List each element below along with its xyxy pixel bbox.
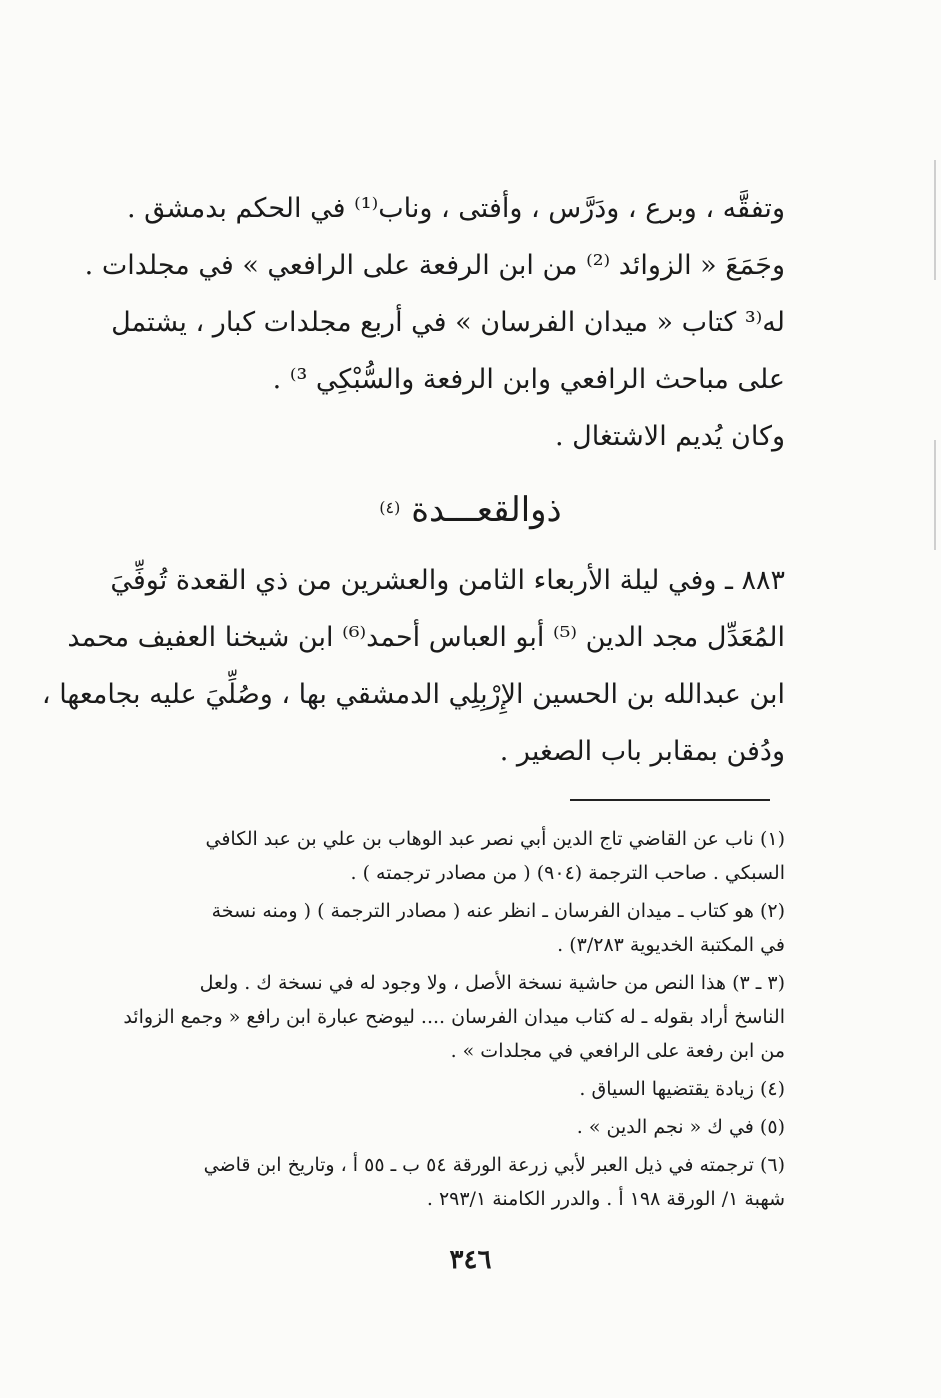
text-line: على مباحث الرافعي وابن الرفعة والسُّبْكِي ³⁾ .: [272, 364, 785, 395]
footnote-line: الناسخ أراد بقوله ـ له كتاب ميدان الفرسان .... ليوضح عبارة ابن رافع « وجمع الزوائد: [123, 1006, 785, 1028]
text-line: له⁽³ كتاب « ميدان الفرسان » في أربع مجلدات كبار ، يشتمل: [111, 307, 785, 338]
footnote-line: (١) ناب عن القاضي تاج الدين أبي نصر عبد الوهاب بن علي بن عبد الكافي: [205, 828, 785, 850]
text-line: وجَمَعَ « الزوائد ⁽²⁾ من ابن الرفعة على الرافعي » في مجلدات .: [84, 250, 785, 281]
footnote-line: (٦) ترجمته في ذيل العبر لأبي زرعة الورقة ٥٤ ب ـ ٥٥ أ ، وتاريخ ابن قاضي: [203, 1154, 785, 1176]
footnote-line: (٥) في ك « نجم الدين » .: [576, 1116, 785, 1138]
text-line: وكان يُديم الاشتغال .: [555, 421, 785, 452]
text-line: ٨٨٣ ـ وفي ليلة الأربعاء الثامن والعشرين من ذي القعدة تُوفِّيَ: [110, 565, 785, 596]
footnote-line: (٢) هو كتاب ـ ميدان الفرسان ـ انظر عنه ( مصادر الترجمة ) ( ومنه نسخة: [211, 900, 785, 922]
footnote-line: (٤) زيادة يقتضيها السياق .: [579, 1078, 785, 1100]
text-line: ودُفن بمقابر باب الصغير .: [499, 736, 785, 767]
heading-footnote-ref: (٤): [379, 498, 401, 517]
footnote-4: [110, 1072, 785, 1106]
footnote-line: شهبة ١/ الورقة ١٩٨ أ . والدرر الكامنة ٢٩٣/١ .: [426, 1188, 785, 1210]
footnote-3: [110, 966, 785, 1068]
month-title: ذوالقعـــدة: [411, 490, 562, 530]
footnote-6: [110, 1148, 785, 1216]
footnote-line: (٣ ـ ٣) هذا النص من حاشية نسخة الأصل ، ولا وجود له في نسخة ك . ولعل: [199, 972, 785, 994]
page-number: ٣٤٦: [449, 1245, 492, 1275]
scan-edge-mark: [934, 160, 936, 280]
footnote-line: من ابن رفعة على الرافعي في مجلدات » .: [450, 1040, 785, 1062]
text-line: ابن عبدالله بن الحسين الإِرْبِلِي الدمشقي بها ، وصُلِّيَ عليه بجامعها ،: [41, 679, 785, 710]
text-line: المُعَدِّل مجد الدين ⁽⁵⁾ أبو العباس أحمد⁽⁶⁾ ابن شيخنا العفيف محمد: [67, 622, 785, 653]
footnote-line: السبكي . صاحب الترجمة (٩٠٤) ( من مصادر ترجمته ) .: [350, 862, 785, 884]
footnote-separator: [570, 799, 770, 801]
footnote-1: [110, 822, 785, 890]
footnote-2: [110, 894, 785, 962]
footnote-line: في المكتبة الخديوية ٣/٢٨٣) .: [557, 934, 785, 956]
continued-biography-text: [84, 180, 785, 465]
footnotes: [110, 822, 785, 1216]
footnote-5: [110, 1110, 785, 1144]
text-line: وتفقَّه ، وبرع ، ودَرَّس ، وأفتى ، وناب⁽¹⁾ في الحكم بدمشق .: [127, 193, 785, 224]
entry-883-text: [41, 552, 785, 780]
month-heading: [0, 478, 941, 540]
